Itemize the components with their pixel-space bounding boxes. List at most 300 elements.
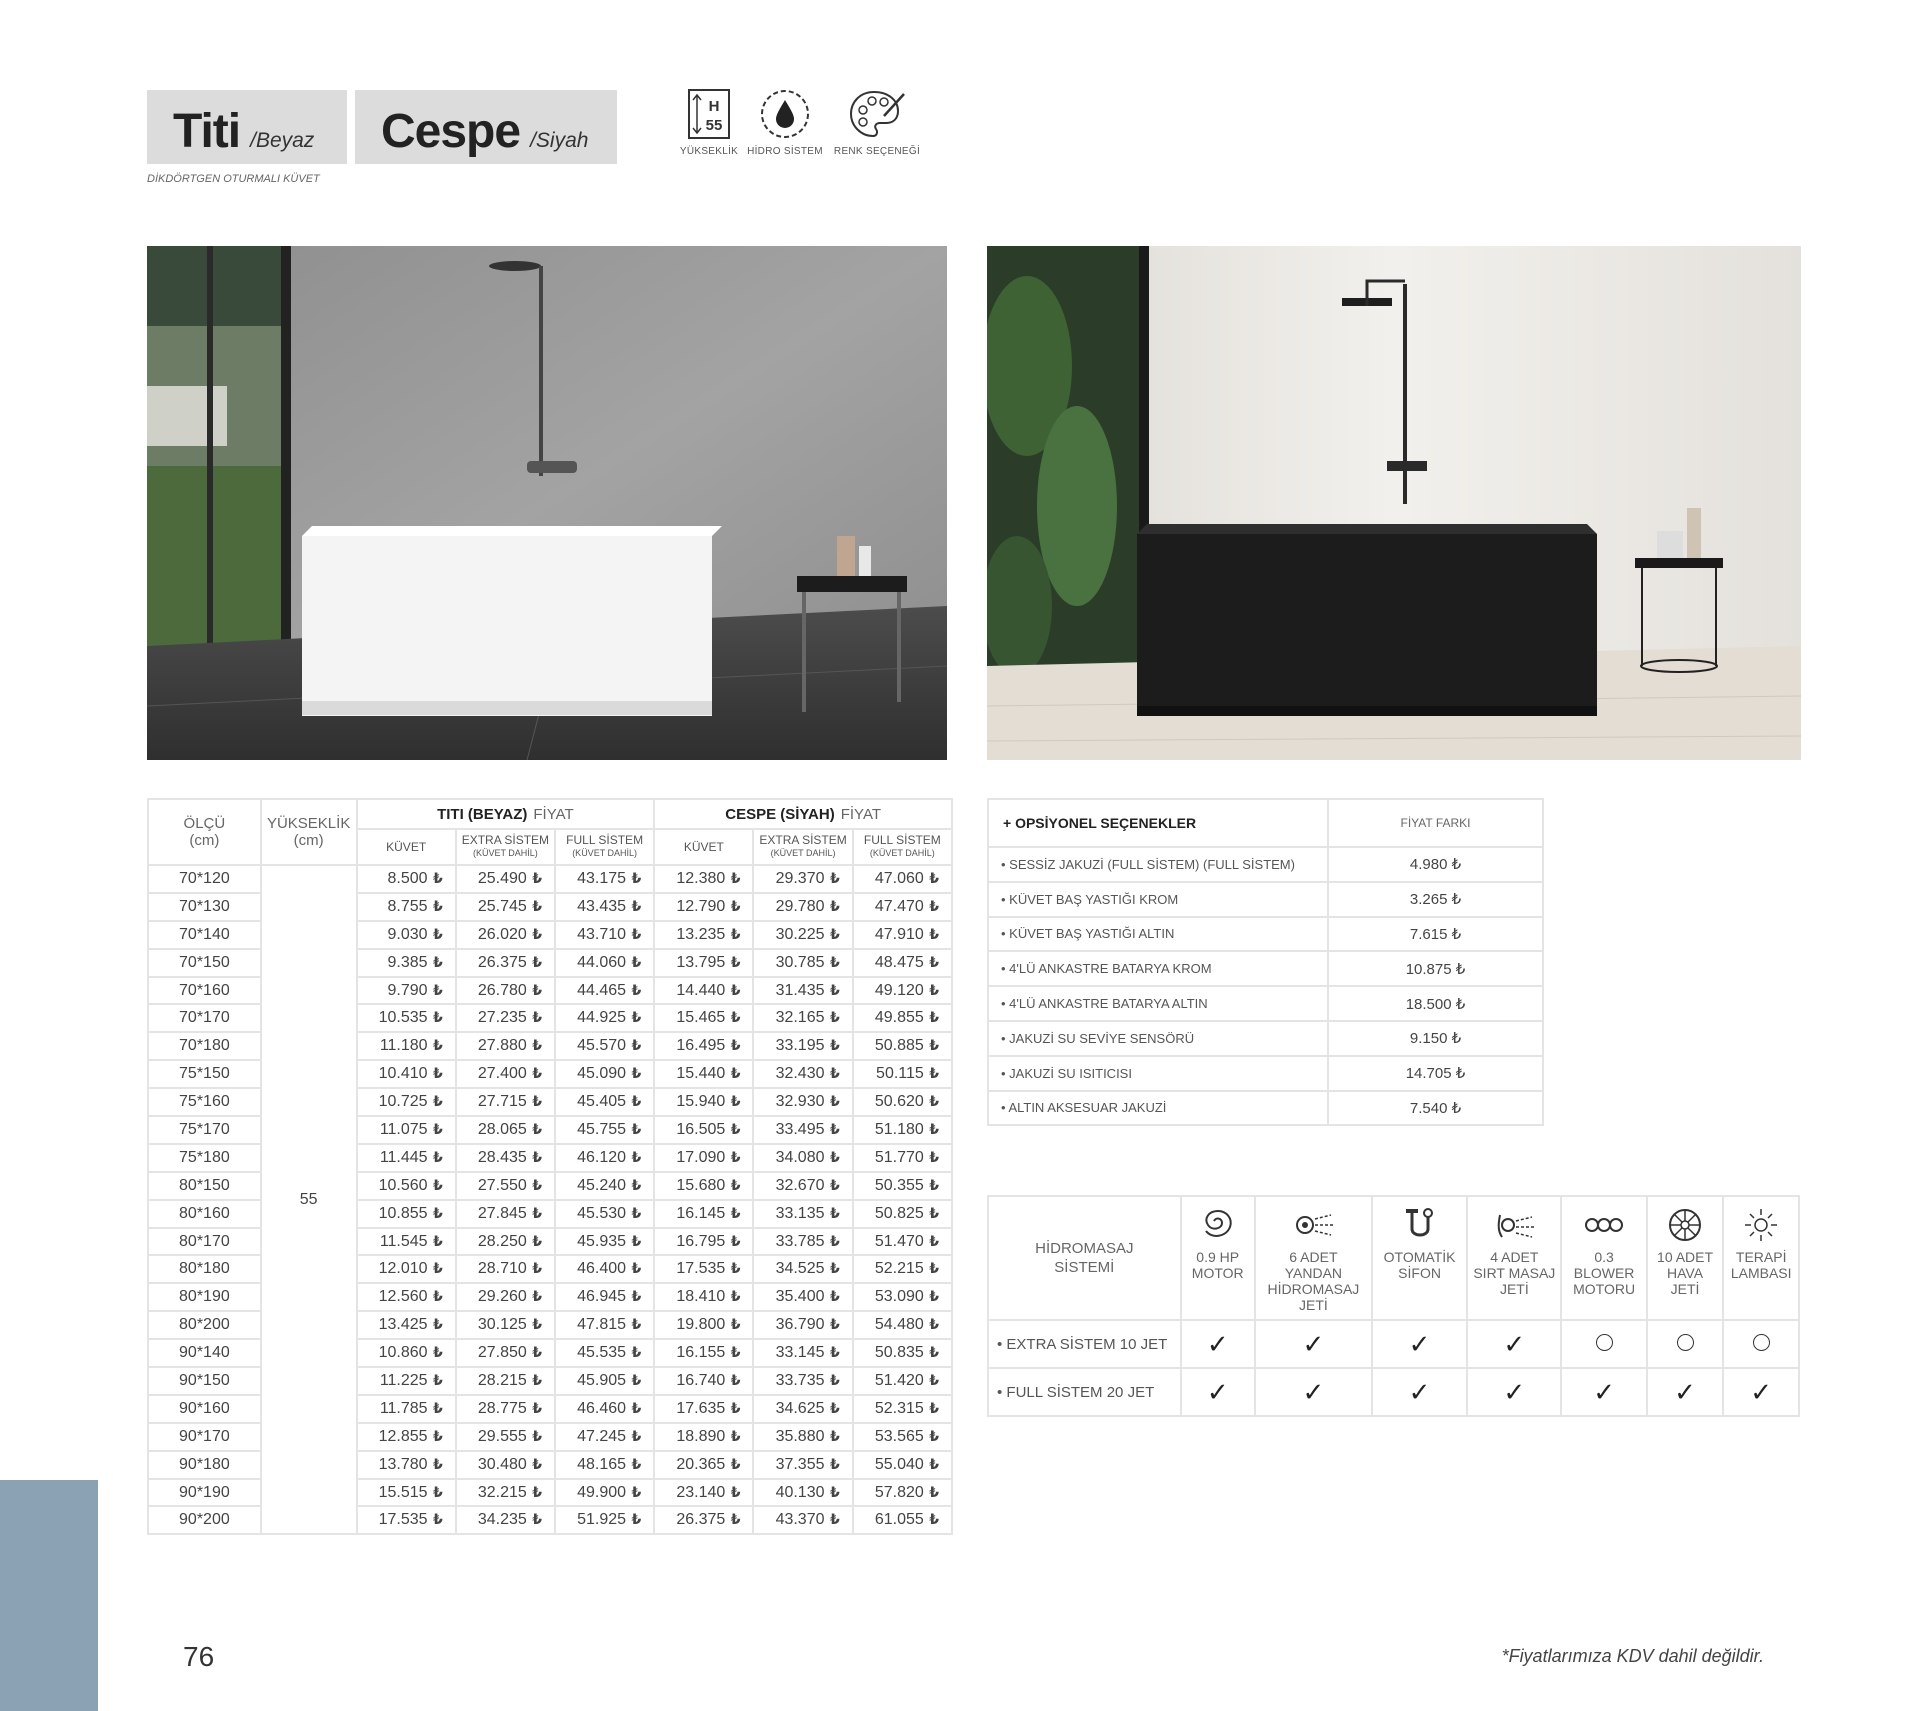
price-cell: 27.400 ₺	[456, 1060, 555, 1088]
size-cell: 90*190	[148, 1479, 261, 1507]
price-cell: 31.435 ₺	[753, 977, 852, 1005]
price-cell: 18.410 ₺	[654, 1283, 753, 1311]
hydromassage-table	[987, 1195, 1800, 1417]
price-cell: 29.555 ₺	[456, 1423, 555, 1451]
option-price: 7.540 ₺	[1328, 1091, 1543, 1126]
price-cell: 32.165 ₺	[753, 1004, 852, 1032]
price-cell: 34.525 ₺	[753, 1255, 852, 1283]
included-check	[1255, 1320, 1372, 1368]
included-check	[1561, 1368, 1646, 1416]
price-cell: 50.620 ₺	[853, 1088, 952, 1116]
price-cell: 12.010 ₺	[357, 1255, 456, 1283]
feature-color-label: RENK SEÇENEĞİ	[833, 146, 921, 157]
titi-title-box	[147, 90, 347, 164]
price-cell: 32.930 ₺	[753, 1088, 852, 1116]
size-cell: 75*150	[148, 1060, 261, 1088]
options-table	[987, 798, 1544, 1126]
cespe-extra-header: EXTRA SİSTEM (KÜVET DAHİL)	[753, 829, 852, 865]
titi-bathtub-photo	[147, 246, 947, 760]
titi-kuvet-header: KÜVET	[357, 829, 456, 865]
accent-bar	[0, 1480, 98, 1711]
titi-full-header: FULL SİSTEM (KÜVET DAHİL)	[555, 829, 654, 865]
price-table-body	[148, 865, 952, 1534]
hydro-feature-label: 0.3	[1594, 1249, 1614, 1265]
hydro-feature-label: JETİ	[1499, 1281, 1529, 1297]
price-cell: 33.785 ₺	[753, 1228, 852, 1256]
included-check	[1723, 1368, 1799, 1416]
check-icon: ✓	[1408, 1376, 1431, 1407]
price-cell: 61.055 ₺	[853, 1506, 952, 1534]
price-cell: 50.355 ₺	[853, 1172, 952, 1200]
size-cell: 75*170	[148, 1116, 261, 1144]
price-cell: 47.060 ₺	[853, 865, 952, 893]
height-icon-value: 55	[705, 117, 723, 134]
included-check	[1647, 1368, 1724, 1416]
price-cell: 28.435 ₺	[456, 1144, 555, 1172]
option-name: • 4'LÜ ANKASTRE BATARYA ALTIN	[988, 986, 1328, 1021]
option-row	[988, 1056, 1543, 1091]
blower-icon	[1584, 1205, 1624, 1245]
hydro-feature-label: TERAPİ	[1735, 1249, 1787, 1265]
price-cell: 30.225 ₺	[753, 921, 852, 949]
hydro-feature-label: BLOWER	[1573, 1265, 1635, 1281]
check-icon: ✓	[1206, 1376, 1229, 1407]
product-subtitle: DİKDÖRTGEN OTURMALI KÜVET	[147, 173, 320, 185]
included-check	[1181, 1368, 1255, 1416]
price-cell: 46.120 ₺	[555, 1144, 654, 1172]
price-cell: 30.480 ₺	[456, 1451, 555, 1479]
price-cell: 32.430 ₺	[753, 1060, 852, 1088]
price-cell: 27.550 ₺	[456, 1172, 555, 1200]
price-cell: 13.235 ₺	[654, 921, 753, 949]
circle-icon	[1596, 1334, 1613, 1351]
hydro-feature-therapy-lamp	[1723, 1196, 1799, 1320]
price-cell: 14.440 ₺	[654, 977, 753, 1005]
price-cell: 34.625 ₺	[753, 1395, 852, 1423]
price-cell: 11.075 ₺	[357, 1116, 456, 1144]
price-cell: 26.780 ₺	[456, 977, 555, 1005]
options-header: + OPSİYONEL SEÇENEKLER	[988, 799, 1328, 847]
hydro-feature-label: YANDAN	[1284, 1265, 1343, 1281]
size-cell: 70*120	[148, 865, 261, 893]
price-cell: 46.400 ₺	[555, 1255, 654, 1283]
price-cell: 49.900 ₺	[555, 1479, 654, 1507]
price-cell: 48.475 ₺	[853, 949, 952, 977]
price-cell: 54.480 ₺	[853, 1311, 952, 1339]
price-cell: 47.815 ₺	[555, 1311, 654, 1339]
included-check	[1467, 1320, 1561, 1368]
options-price-header: FİYAT FARKI	[1328, 799, 1543, 847]
price-cell: 18.890 ₺	[654, 1423, 753, 1451]
price-cell: 46.945 ₺	[555, 1283, 654, 1311]
price-cell: 15.465 ₺	[654, 1004, 753, 1032]
check-icon: ✓	[1206, 1328, 1229, 1359]
size-cell: 75*160	[148, 1088, 261, 1116]
price-cell: 16.495 ₺	[654, 1032, 753, 1060]
price-cell: 45.530 ₺	[555, 1200, 654, 1228]
size-cell: 70*180	[148, 1032, 261, 1060]
size-cell: 70*140	[148, 921, 261, 949]
size-cell: 80*150	[148, 1172, 261, 1200]
price-cell: 57.820 ₺	[853, 1479, 952, 1507]
price-cell: 30.125 ₺	[456, 1311, 555, 1339]
size-cell: 90*140	[148, 1339, 261, 1367]
hydro-system-label: • FULL SİSTEM 20 JET	[988, 1368, 1181, 1416]
price-cell: 33.735 ₺	[753, 1367, 852, 1395]
option-row	[988, 986, 1543, 1021]
price-cell: 28.065 ₺	[456, 1116, 555, 1144]
check-icon: ✓	[1593, 1376, 1615, 1407]
price-cell: 45.905 ₺	[555, 1367, 654, 1395]
price-cell: 51.180 ₺	[853, 1116, 952, 1144]
price-cell: 43.435 ₺	[555, 893, 654, 921]
price-cell: 45.090 ₺	[555, 1060, 654, 1088]
titi-color: /Beyaz	[250, 129, 315, 152]
price-cell: 45.755 ₺	[555, 1116, 654, 1144]
price-cell: 10.860 ₺	[357, 1339, 456, 1367]
check-icon: ✓	[1503, 1328, 1526, 1359]
price-cell: 35.400 ₺	[753, 1283, 852, 1311]
therapy-lamp-icon	[1741, 1205, 1781, 1245]
price-cell: 32.670 ₺	[753, 1172, 852, 1200]
check-icon: ✓	[1302, 1376, 1325, 1407]
hydro-feature-label: 6 ADET	[1289, 1249, 1338, 1265]
price-cell: 53.090 ₺	[853, 1283, 952, 1311]
price-cell: 15.940 ₺	[654, 1088, 753, 1116]
vat-footnote: *Fiyatlarımıza KDV dahil değildir.	[1501, 1646, 1764, 1666]
option-name: • JAKUZİ SU ISITICISI	[988, 1056, 1328, 1091]
price-cell: 32.215 ₺	[456, 1479, 555, 1507]
price-cell: 29.780 ₺	[753, 893, 852, 921]
cespe-name: Cespe	[381, 105, 521, 158]
price-cell: 28.710 ₺	[456, 1255, 555, 1283]
included-check	[1255, 1368, 1372, 1416]
hydro-feature-label: SİFON	[1398, 1265, 1441, 1281]
hydro-feature-label: HAVA	[1667, 1265, 1704, 1281]
option-row	[988, 951, 1543, 986]
price-cell: 17.535 ₺	[654, 1255, 753, 1283]
price-cell: 33.195 ₺	[753, 1032, 852, 1060]
price-cell: 52.315 ₺	[853, 1395, 952, 1423]
price-cell: 44.465 ₺	[555, 977, 654, 1005]
cespe-bathtub-photo	[987, 246, 1801, 760]
titi-name: Titi	[173, 105, 241, 158]
option-name: • 4'LÜ ANKASTRE BATARYA KROM	[988, 951, 1328, 986]
price-cell: 16.505 ₺	[654, 1116, 753, 1144]
price-cell: 12.380 ₺	[654, 865, 753, 893]
price-cell: 26.020 ₺	[456, 921, 555, 949]
cespe-full-header: FULL SİSTEM (KÜVET DAHİL)	[853, 829, 952, 865]
price-cell: 47.245 ₺	[555, 1423, 654, 1451]
price-cell: 25.745 ₺	[456, 893, 555, 921]
size-cell: 90*180	[148, 1451, 261, 1479]
price-cell: 10.725 ₺	[357, 1088, 456, 1116]
height-icon-letter: H	[708, 98, 720, 115]
hydro-feature-label: JETİ	[1670, 1281, 1700, 1297]
check-icon: ✓	[1503, 1376, 1526, 1407]
height-cell: 55	[261, 865, 357, 1534]
size-cell: 80*200	[148, 1311, 261, 1339]
size-cell: 90*200	[148, 1506, 261, 1534]
cespe-color: /Siyah	[530, 129, 589, 152]
price-cell: 33.135 ₺	[753, 1200, 852, 1228]
option-row	[988, 847, 1543, 882]
price-cell: 43.370 ₺	[753, 1506, 852, 1534]
siphon-icon	[1400, 1205, 1440, 1245]
hydro-system-label: • EXTRA SİSTEM 10 JET	[988, 1320, 1181, 1368]
price-cell: 16.155 ₺	[654, 1339, 753, 1367]
price-cell: 9.790 ₺	[357, 977, 456, 1005]
option-row	[988, 917, 1543, 952]
col-size-header: ÖLÇÜ (cm)	[148, 799, 261, 865]
size-cell: 70*170	[148, 1004, 261, 1032]
price-cell: 11.785 ₺	[357, 1395, 456, 1423]
not-included	[1647, 1320, 1724, 1368]
price-cell: 44.060 ₺	[555, 949, 654, 977]
cespe-kuvet-header: KÜVET	[654, 829, 753, 865]
price-cell: 15.680 ₺	[654, 1172, 753, 1200]
hydro-system-row	[988, 1320, 1799, 1368]
option-row	[988, 1091, 1543, 1126]
price-cell: 17.090 ₺	[654, 1144, 753, 1172]
size-cell: 80*180	[148, 1255, 261, 1283]
option-price: 7.615 ₺	[1328, 917, 1543, 952]
price-cell: 37.355 ₺	[753, 1451, 852, 1479]
check-icon: ✓	[1302, 1328, 1325, 1359]
hydro-title: HİDROMASAJ SİSTEMİ	[988, 1196, 1181, 1320]
price-cell: 45.935 ₺	[555, 1228, 654, 1256]
price-cell: 15.515 ₺	[357, 1479, 456, 1507]
hydro-system-icon	[759, 88, 811, 140]
price-cell: 10.410 ₺	[357, 1060, 456, 1088]
price-cell: 51.770 ₺	[853, 1144, 952, 1172]
size-cell: 90*160	[148, 1395, 261, 1423]
price-cell: 47.470 ₺	[853, 893, 952, 921]
price-cell: 28.775 ₺	[456, 1395, 555, 1423]
price-cell: 51.925 ₺	[555, 1506, 654, 1534]
feature-hydro-label: HİDRO SİSTEM	[747, 146, 823, 157]
price-cell: 27.235 ₺	[456, 1004, 555, 1032]
hydro-feature-label: LAMBASI	[1730, 1265, 1792, 1281]
options-table-body	[988, 847, 1543, 1125]
option-name: • KÜVET BAŞ YASTIĞI KROM	[988, 882, 1328, 917]
price-cell: 20.365 ₺	[654, 1451, 753, 1479]
price-cell: 30.785 ₺	[753, 949, 852, 977]
option-price: 4.980 ₺	[1328, 847, 1543, 882]
hydro-feature-label: MOTOR	[1191, 1265, 1244, 1281]
hydro-header-row	[988, 1196, 1799, 1320]
price-cell: 34.235 ₺	[456, 1506, 555, 1534]
hydro-feature-label: SIRT MASAJ	[1473, 1265, 1556, 1281]
price-cell: 10.560 ₺	[357, 1172, 456, 1200]
price-cell: 10.535 ₺	[357, 1004, 456, 1032]
price-cell: 17.535 ₺	[357, 1506, 456, 1534]
price-cell: 16.740 ₺	[654, 1367, 753, 1395]
price-cell: 45.405 ₺	[555, 1088, 654, 1116]
price-cell: 28.250 ₺	[456, 1228, 555, 1256]
check-icon: ✓	[1750, 1376, 1773, 1407]
price-cell: 50.825 ₺	[853, 1200, 952, 1228]
price-cell: 36.790 ₺	[753, 1311, 852, 1339]
price-cell: 34.080 ₺	[753, 1144, 852, 1172]
price-cell: 27.715 ₺	[456, 1088, 555, 1116]
check-icon: ✓	[1408, 1328, 1431, 1359]
size-cell: 70*150	[148, 949, 261, 977]
hydromassage-table-body	[988, 1196, 1799, 1416]
back-jet-icon	[1494, 1205, 1534, 1245]
hydro-feature-label: HİDROMASAJ	[1267, 1281, 1360, 1297]
price-cell: 25.490 ₺	[456, 865, 555, 893]
price-cell: 55.040 ₺	[853, 1451, 952, 1479]
price-cell: 12.855 ₺	[357, 1423, 456, 1451]
cespe-title-box	[355, 90, 617, 164]
included-check	[1372, 1320, 1467, 1368]
price-cell: 45.240 ₺	[555, 1172, 654, 1200]
price-cell: 11.180 ₺	[357, 1032, 456, 1060]
hydro-feature-side-jet	[1255, 1196, 1372, 1320]
price-cell: 28.215 ₺	[456, 1367, 555, 1395]
size-cell: 70*130	[148, 893, 261, 921]
price-cell: 13.795 ₺	[654, 949, 753, 977]
height-55-icon	[686, 88, 732, 140]
price-cell: 50.885 ₺	[853, 1032, 952, 1060]
motor-swirl-icon	[1198, 1205, 1238, 1245]
check-icon: ✓	[1674, 1376, 1696, 1407]
table-row	[148, 865, 952, 893]
option-price: 10.875 ₺	[1328, 951, 1543, 986]
hydro-feature-label: 0.9 HP	[1196, 1249, 1240, 1265]
price-cell: 23.140 ₺	[654, 1479, 753, 1507]
hydro-feature-label: 10 ADET	[1657, 1249, 1714, 1265]
size-cell: 75*180	[148, 1144, 261, 1172]
price-cell: 53.565 ₺	[853, 1423, 952, 1451]
size-cell: 80*190	[148, 1283, 261, 1311]
price-cell: 16.795 ₺	[654, 1228, 753, 1256]
titi-price-group: TITI (BEYAZ) FİYAT	[357, 799, 655, 829]
page-number: 76	[183, 1641, 215, 1672]
price-cell: 27.880 ₺	[456, 1032, 555, 1060]
price-cell: 48.165 ₺	[555, 1451, 654, 1479]
col-height-header: YÜKSEKLİK (cm)	[261, 799, 357, 865]
circle-icon	[1677, 1334, 1694, 1351]
price-cell: 26.375 ₺	[456, 949, 555, 977]
price-cell: 29.260 ₺	[456, 1283, 555, 1311]
price-cell: 51.420 ₺	[853, 1367, 952, 1395]
price-cell: 16.145 ₺	[654, 1200, 753, 1228]
price-cell: 10.855 ₺	[357, 1200, 456, 1228]
price-cell: 8.755 ₺	[357, 893, 456, 921]
size-cell: 90*170	[148, 1423, 261, 1451]
price-cell: 33.495 ₺	[753, 1116, 852, 1144]
size-cell: 90*150	[148, 1367, 261, 1395]
hydro-system-row	[988, 1368, 1799, 1416]
hydro-feature-label: JETİ	[1299, 1297, 1328, 1313]
feature-color	[822, 88, 932, 157]
price-cell: 8.500 ₺	[357, 865, 456, 893]
price-cell: 26.375 ₺	[654, 1506, 753, 1534]
price-cell: 43.175 ₺	[555, 865, 654, 893]
option-price: 3.265 ₺	[1328, 882, 1543, 917]
price-cell: 40.130 ₺	[753, 1479, 852, 1507]
option-price: 14.705 ₺	[1328, 1056, 1543, 1091]
price-cell: 11.545 ₺	[357, 1228, 456, 1256]
option-name: • KÜVET BAŞ YASTIĞI ALTIN	[988, 917, 1328, 952]
price-cell: 49.855 ₺	[853, 1004, 952, 1032]
option-row	[988, 1021, 1543, 1056]
price-cell: 11.225 ₺	[357, 1367, 456, 1395]
size-cell: 80*160	[148, 1200, 261, 1228]
included-check	[1372, 1368, 1467, 1416]
price-cell: 49.120 ₺	[853, 977, 952, 1005]
price-cell: 50.115 ₺	[853, 1060, 952, 1088]
hydro-feature-label: MOTORU	[1573, 1281, 1636, 1297]
price-cell: 12.790 ₺	[654, 893, 753, 921]
cespe-price-group: CESPE (SİYAH) FİYAT	[654, 799, 952, 829]
price-cell: 43.710 ₺	[555, 921, 654, 949]
hydro-feature-air-jet	[1647, 1196, 1724, 1320]
price-table	[147, 798, 953, 1535]
hydro-feature-label: OTOMATİK	[1383, 1249, 1456, 1265]
price-cell: 29.370 ₺	[753, 865, 852, 893]
price-cell: 46.460 ₺	[555, 1395, 654, 1423]
option-row	[988, 882, 1543, 917]
hydro-feature-blower	[1561, 1196, 1646, 1320]
hydro-feature-motor-swirl	[1181, 1196, 1255, 1320]
not-included	[1561, 1320, 1646, 1368]
price-cell: 9.385 ₺	[357, 949, 456, 977]
size-cell: 70*160	[148, 977, 261, 1005]
price-cell: 19.800 ₺	[654, 1311, 753, 1339]
option-name: • ALTIN AKSESUAR JAKUZİ	[988, 1091, 1328, 1126]
option-price: 9.150 ₺	[1328, 1021, 1543, 1056]
price-cell: 52.215 ₺	[853, 1255, 952, 1283]
price-cell: 33.145 ₺	[753, 1339, 852, 1367]
option-name: • JAKUZİ SU SEVİYE SENSÖRÜ	[988, 1021, 1328, 1056]
not-included	[1723, 1320, 1799, 1368]
hydro-feature-label: 4 ADET	[1490, 1249, 1539, 1265]
price-cell: 45.570 ₺	[555, 1032, 654, 1060]
price-cell: 17.635 ₺	[654, 1395, 753, 1423]
price-cell: 11.445 ₺	[357, 1144, 456, 1172]
side-jet-icon	[1293, 1205, 1333, 1245]
circle-icon	[1753, 1334, 1770, 1351]
price-cell: 47.910 ₺	[853, 921, 952, 949]
included-check	[1467, 1368, 1561, 1416]
option-price: 18.500 ₺	[1328, 986, 1543, 1021]
price-cell: 27.850 ₺	[456, 1339, 555, 1367]
feature-height-label: YÜKSEKLİK	[679, 146, 739, 157]
price-cell: 12.560 ₺	[357, 1283, 456, 1311]
included-check	[1181, 1320, 1255, 1368]
price-cell: 27.845 ₺	[456, 1200, 555, 1228]
price-cell: 45.535 ₺	[555, 1339, 654, 1367]
price-cell: 50.835 ₺	[853, 1339, 952, 1367]
price-cell: 15.440 ₺	[654, 1060, 753, 1088]
price-cell: 13.780 ₺	[357, 1451, 456, 1479]
option-name: • SESSİZ JAKUZİ (FULL SİSTEM) (FULL SİSTEM)	[988, 847, 1328, 882]
size-cell: 80*170	[148, 1228, 261, 1256]
color-palette-icon	[848, 88, 906, 140]
titi-extra-header: EXTRA SİSTEM (KÜVET DAHİL)	[456, 829, 555, 865]
price-cell: 13.425 ₺	[357, 1311, 456, 1339]
price-cell: 35.880 ₺	[753, 1423, 852, 1451]
price-cell: 9.030 ₺	[357, 921, 456, 949]
hydro-feature-back-jet	[1467, 1196, 1561, 1320]
air-jet-icon	[1665, 1205, 1705, 1245]
price-cell: 44.925 ₺	[555, 1004, 654, 1032]
price-cell: 51.470 ₺	[853, 1228, 952, 1256]
hydro-feature-siphon	[1372, 1196, 1467, 1320]
